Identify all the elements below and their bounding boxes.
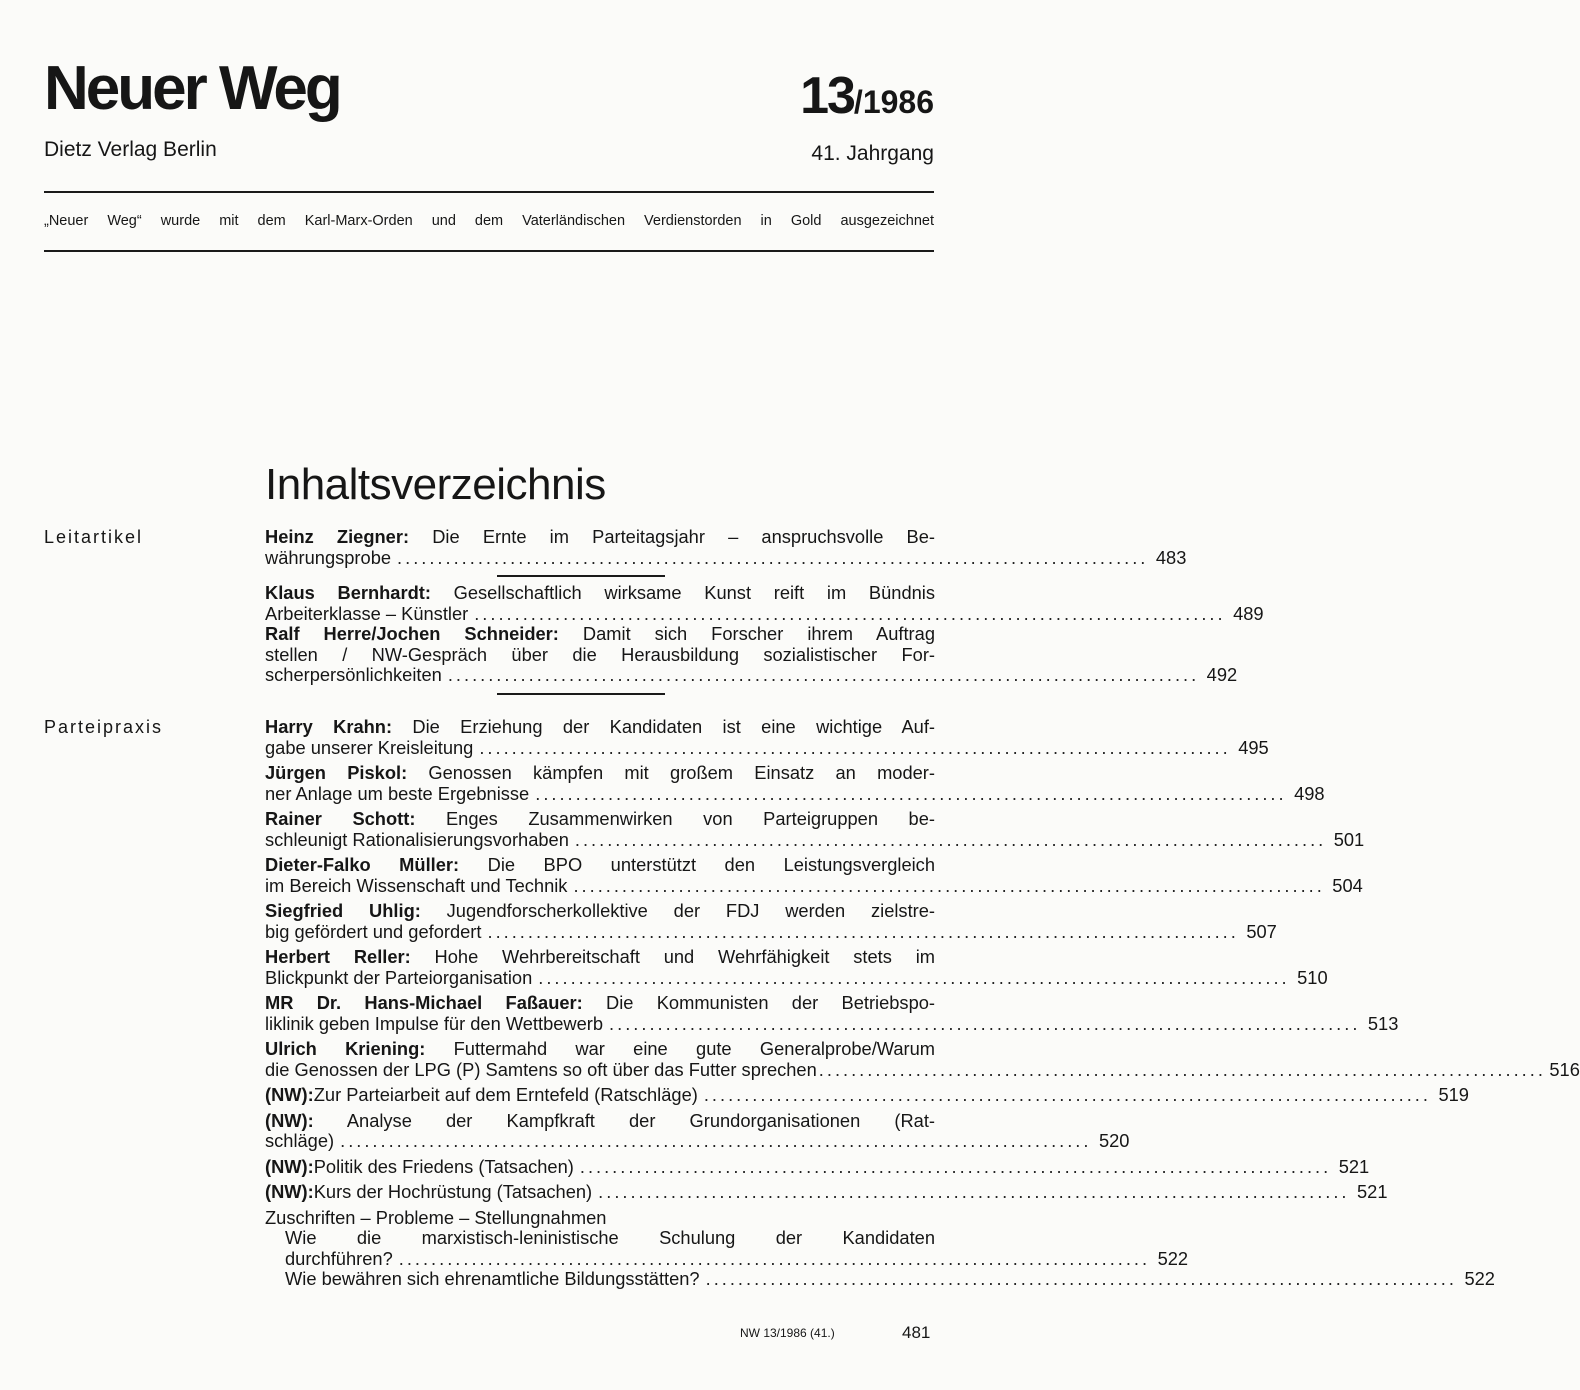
leader-dots: .......................................................................................... [818,1058,1546,1080]
footer-reference: NW 13/1986 (41.) [740,1326,835,1340]
entry-title: gabe unserer Kreisleitung [265,736,474,758]
entry-author: Herbert Reller: [265,946,411,967]
entry-title: Analyse der Kampfkraft der Grundorganisationen (Rat- [313,1109,935,1131]
entry-title: Die Erziehung der Kandidaten ist eine wichtige Auf- [392,716,935,737]
leader-dots: .......................................................................................... [703,1084,1431,1105]
leader-dots: ............................................................................................. [538,966,1290,988]
entry-page: 521 [1357,1181,1388,1202]
toc-entry [265,1208,935,1229]
entry-title: Arbeiterklasse – Künstler [265,602,469,624]
entry-title: ner Anlage um beste Ergebnisse [265,782,530,804]
entry-page: 522 [1157,1247,1189,1269]
entry-title: Futtermahd war eine gute Generalprobe/Warum [425,1038,935,1059]
entry-author: Heinz Ziegner: [265,526,410,547]
entry-title: Gesellschaftlich wirksame Kunst reift im Bündnis [430,582,935,603]
leader-dots: ............................................................................................. [573,874,1325,896]
entry-page: 519 [1438,1084,1469,1105]
toc-entry [265,808,1365,850]
entry-page: 501 [1333,828,1365,850]
top-rule [44,191,934,193]
leader-dots: ............................................................................................. [398,1247,1151,1269]
entry-title: Blickpunkt der Parteiorganisation [265,966,533,988]
entry-page: 513 [1367,1012,1399,1034]
entry-title: scherpersönlichkeiten [265,664,442,685]
entry-title: Wie die marxistisch-leninistische Schulung der Kandidaten [285,1227,935,1248]
award-rule [44,250,934,252]
entry-author: Dieter-Falko Müller: [265,854,460,875]
entry-author: MR Dr. Hans-Michael Faßauer: [265,992,583,1013]
entry-page: 507 [1246,920,1277,942]
entry-page: 516 [1549,1058,1580,1080]
entry-author: Ralf Herre/Jochen Schneider: [265,623,559,644]
entry-title: Die Ernte im Parteitagsjahr – anspruchsvolle Be- [409,526,935,547]
entry-title: Jugendforscherkollektive der FDJ werden zielstre- [420,900,935,921]
entry-author: (NW): [265,1109,314,1131]
entry-title: im Bereich Wissenschaft und Technik [265,874,568,896]
toc-title: Inhaltsverzeichnis [265,460,606,509]
entry-title: schläge) [265,1130,335,1151]
volume: 41. Jahrgang [811,142,934,165]
entry-title: Enges Zusammenwirken von Parteigruppen be- [415,808,935,829]
entry-page: 498 [1294,782,1325,804]
entry-author: (NW): [265,1084,314,1105]
entry-title: Die BPO unterstützt den Leistungsvergleich [459,854,935,875]
leader-dots: ............................................................................................. [479,736,1231,758]
entry-title: Politik des Friedens (Tatsachen) [313,1155,574,1177]
separator [265,568,935,583]
toc-entry [265,1109,1130,1152]
entry-page: 504 [1332,874,1363,896]
leader-dots: ............................................................................................. [340,1130,1092,1151]
entry-author: (NW): [265,1155,314,1177]
entry-title: Wie bewähren sich ehrenamtliche Bildungsstätten? [285,1268,700,1289]
award-line: „Neuer Weg“ wurde mit dem Karl-Marx-Orden und dem Vaterländischen Verdienstorden in Gold ausgezeichnet [44,213,934,229]
toc-entry [265,1084,1469,1106]
toc-leitartikel [265,526,1264,701]
section-label-parteipraxis: Parteipraxis [44,717,164,737]
entry-title: schleunigt Rationalisierungsvorhaben [265,828,569,850]
toc-entry [265,716,1269,758]
leader-dots: ............................................................................................. [579,1155,1332,1177]
toc-entry [265,1227,1189,1269]
toc-entry [265,762,1325,804]
entry-page: 489 [1233,602,1264,624]
leader-dots: ............................................................................................. [397,546,1149,568]
issue-year: /1986 [853,84,934,120]
entry-title: Damit sich Forscher ihrem Auftrag [558,623,935,644]
entry-title: liklinik geben Impulse für den Wettbewerb [265,1012,604,1034]
entry-page: 521 [1338,1155,1370,1177]
entry-author: Jürgen Piskol: [265,762,408,783]
issue-number-value: 13 [800,67,854,125]
leader-dots: ............................................................................................. [487,920,1239,942]
toc-entry [265,900,1277,942]
section-label-leitartikel: Leitartikel [44,527,144,547]
toc-entry [265,526,1187,568]
footer-page-number: 481 [902,1323,931,1342]
leader-dots: ............................................................................................. [447,664,1200,685]
toc-parteipraxis [265,716,1580,1290]
entry-title: big gefördert und gefordert [265,920,482,942]
toc-entry [265,1268,1495,1290]
toc-entry [265,582,1264,624]
toc-entry [265,1038,1580,1080]
toc-entry [265,1155,1370,1178]
entry-page: 492 [1206,664,1238,685]
entry-title: durchführen? [285,1247,393,1269]
leader-dots: ............................................................................................. [574,828,1327,850]
entry-page: 520 [1098,1130,1130,1151]
toc-entry [265,1181,1388,1203]
toc-entry [265,623,1238,686]
issue-number [800,67,934,125]
subsection-heading: Zuschriften – Probleme – Stellungnahmen [265,1206,607,1228]
entry-title: Hohe Wehrbereitschaft und Wehrfähigkeit stets im [410,946,935,967]
leader-dots: ............................................................................................. [535,782,1287,804]
entry-title: Die Kommunisten der Betriebspo- [582,992,935,1013]
leader-dots: ............................................................................................. [598,1181,1350,1202]
entry-page: 522 [1464,1268,1495,1289]
entry-author: Harry Krahn: [265,716,393,737]
entry-author: Rainer Schott: [265,808,416,829]
separator [265,686,935,701]
toc-entry [265,992,1399,1034]
leader-dots: ............................................................................................. [609,1012,1361,1034]
entry-title: Genossen kämpfen mit großem Einsatz an moder- [407,762,935,783]
entry-title: die Genossen der LPG (P) Samtens so oft über das Futter sprechen [265,1058,817,1080]
entry-author: Siegfried Uhlig: [265,900,421,921]
entry-author: (NW): [265,1181,314,1202]
entry-author: Klaus Bernhardt: [265,582,431,603]
toc-entry [265,854,1363,896]
entry-title: währungsprobe [265,546,392,568]
entry-title: stellen / NW-Gespräch über die Herausbildung sozialistischer For- [265,643,935,665]
entry-author: Ulrich Kriening: [265,1038,426,1059]
publisher: Dietz Verlag Berlin [44,138,217,161]
magazine-title: Neuer Weg [44,54,340,123]
leader-dots: ............................................................................................. [474,602,1226,624]
entry-page: 510 [1297,966,1328,988]
entry-title: Kurs der Hochrüstung (Tatsachen) [313,1181,593,1202]
leader-dots: ............................................................................................. [705,1268,1457,1289]
entry-page: 495 [1238,736,1269,758]
entry-page: 483 [1155,546,1187,568]
entry-title: Zur Parteiarbeit auf dem Erntefeld (Ratschläge) [313,1084,698,1105]
toc-entry [265,946,1328,988]
